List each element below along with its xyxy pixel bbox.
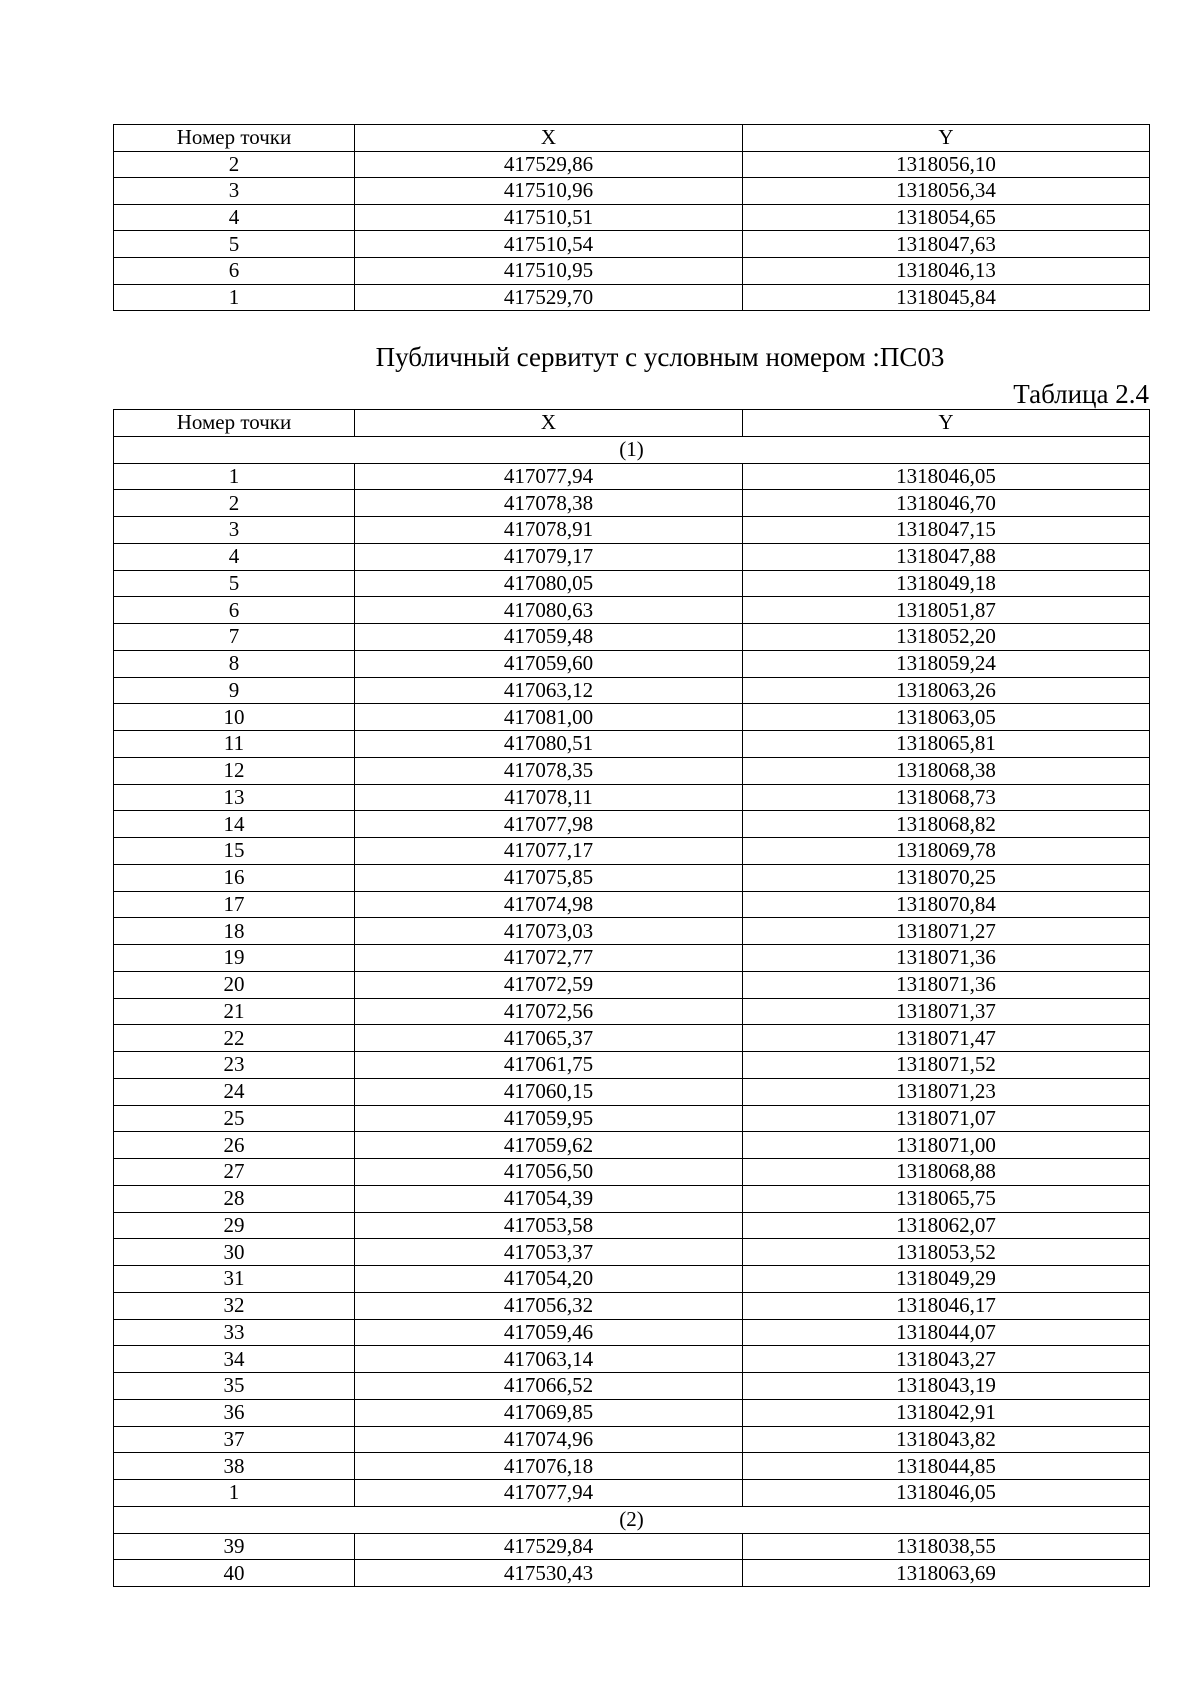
x-coordinate-cell: 417080,05 [355, 570, 743, 597]
y-coordinate-cell: 1318049,29 [743, 1266, 1150, 1293]
table-row [114, 1239, 1150, 1266]
y-coordinate-cell: 1318071,47 [743, 1025, 1150, 1052]
y-coordinate-cell: 1318068,73 [743, 784, 1150, 811]
point-number-cell: 9 [114, 677, 355, 704]
point-number-cell: 33 [114, 1319, 355, 1346]
x-coordinate-cell: 417065,37 [355, 1025, 743, 1052]
y-coordinate-cell: 1318071,36 [743, 945, 1150, 972]
table-row [114, 570, 1150, 597]
y-coordinate-cell: 1318043,82 [743, 1426, 1150, 1453]
point-number-cell: 26 [114, 1132, 355, 1159]
table-row [114, 1426, 1150, 1453]
table-row [114, 463, 1150, 490]
header-y: Y [743, 410, 1150, 437]
table-row [114, 1453, 1150, 1480]
x-coordinate-cell: 417080,63 [355, 597, 743, 624]
point-number-cell: 5 [114, 570, 355, 597]
point-number-cell: 5 [114, 231, 355, 258]
point-number-cell: 35 [114, 1373, 355, 1400]
table-row [114, 971, 1150, 998]
table-row [114, 1533, 1150, 1560]
table-row [114, 1105, 1150, 1132]
x-coordinate-cell: 417074,98 [355, 891, 743, 918]
y-coordinate-cell: 1318071,36 [743, 971, 1150, 998]
section-title: Публичный сервитут с условным номером :ПС03 [375, 342, 945, 372]
section-row [114, 1506, 1150, 1533]
y-coordinate-cell: 1318071,37 [743, 998, 1150, 1025]
table-row [114, 677, 1150, 704]
x-coordinate-cell: 417529,86 [355, 151, 743, 178]
point-number-cell: 10 [114, 704, 355, 731]
x-coordinate-cell: 417054,20 [355, 1266, 743, 1293]
table-row [114, 517, 1150, 544]
x-coordinate-cell: 417053,37 [355, 1239, 743, 1266]
point-number-cell: 39 [114, 1533, 355, 1560]
y-coordinate-cell: 1318071,00 [743, 1132, 1150, 1159]
y-coordinate-cell: 1318047,15 [743, 517, 1150, 544]
y-coordinate-cell: 1318069,78 [743, 838, 1150, 865]
table-row [114, 1266, 1150, 1293]
table-row [114, 838, 1150, 865]
point-number-cell: 1 [114, 284, 355, 311]
point-number-cell: 2 [114, 490, 355, 517]
y-coordinate-cell: 1318071,52 [743, 1052, 1150, 1079]
table-row [114, 1159, 1150, 1186]
header-x: X [355, 125, 743, 152]
section-label: (2) [114, 1506, 1150, 1533]
x-coordinate-cell: 417078,91 [355, 517, 743, 544]
point-number-cell: 20 [114, 971, 355, 998]
point-number-cell: 1 [114, 1480, 355, 1507]
y-coordinate-cell: 1318065,75 [743, 1185, 1150, 1212]
table-row [114, 1346, 1150, 1373]
table-row [114, 178, 1150, 205]
table-row [114, 998, 1150, 1025]
y-coordinate-cell: 1318071,07 [743, 1105, 1150, 1132]
y-coordinate-cell: 1318043,19 [743, 1373, 1150, 1400]
point-number-cell: 24 [114, 1078, 355, 1105]
table-row [114, 1052, 1150, 1079]
header-row [114, 410, 1150, 437]
y-coordinate-cell: 1318068,38 [743, 757, 1150, 784]
x-coordinate-cell: 417080,51 [355, 731, 743, 758]
table-row [114, 1212, 1150, 1239]
table-row [114, 543, 1150, 570]
point-number-cell: 40 [114, 1560, 355, 1587]
x-coordinate-cell: 417056,50 [355, 1159, 743, 1186]
table-row [114, 731, 1150, 758]
point-number-cell: 3 [114, 517, 355, 544]
table-row [114, 204, 1150, 231]
point-number-cell: 36 [114, 1399, 355, 1426]
point-number-cell: 16 [114, 864, 355, 891]
point-number-cell: 4 [114, 204, 355, 231]
x-coordinate-cell: 417069,85 [355, 1399, 743, 1426]
y-coordinate-cell: 1318056,34 [743, 178, 1150, 205]
point-number-cell: 14 [114, 811, 355, 838]
section-label: (1) [114, 436, 1150, 463]
point-number-cell: 2 [114, 151, 355, 178]
table-row [114, 231, 1150, 258]
point-number-cell: 37 [114, 1426, 355, 1453]
y-coordinate-cell: 1318049,18 [743, 570, 1150, 597]
y-coordinate-cell: 1318044,85 [743, 1453, 1150, 1480]
x-coordinate-cell: 417059,60 [355, 650, 743, 677]
y-coordinate-cell: 1318063,69 [743, 1560, 1150, 1587]
point-number-cell: 22 [114, 1025, 355, 1052]
y-coordinate-cell: 1318046,05 [743, 463, 1150, 490]
y-coordinate-cell: 1318047,88 [743, 543, 1150, 570]
x-coordinate-cell: 417072,56 [355, 998, 743, 1025]
x-coordinate-cell: 417077,17 [355, 838, 743, 865]
y-coordinate-cell: 1318054,65 [743, 204, 1150, 231]
y-coordinate-cell: 1318043,27 [743, 1346, 1150, 1373]
x-coordinate-cell: 417076,18 [355, 1453, 743, 1480]
table-row [114, 284, 1150, 311]
y-coordinate-cell: 1318063,26 [743, 677, 1150, 704]
y-coordinate-cell: 1318068,88 [743, 1159, 1150, 1186]
table-row [114, 811, 1150, 838]
point-number-cell: 12 [114, 757, 355, 784]
table-row [114, 1560, 1150, 1587]
x-coordinate-cell: 417060,15 [355, 1078, 743, 1105]
point-number-cell: 3 [114, 178, 355, 205]
y-coordinate-cell: 1318071,27 [743, 918, 1150, 945]
point-number-cell: 34 [114, 1346, 355, 1373]
table-row [114, 650, 1150, 677]
x-coordinate-cell: 417510,51 [355, 204, 743, 231]
table-row [114, 624, 1150, 651]
x-coordinate-cell: 417074,96 [355, 1426, 743, 1453]
x-coordinate-cell: 417059,46 [355, 1319, 743, 1346]
header-point-number: Номер точки [114, 410, 355, 437]
table-row [114, 945, 1150, 972]
table-row [114, 1480, 1150, 1507]
y-coordinate-cell: 1318063,05 [743, 704, 1150, 731]
table-row [114, 1025, 1150, 1052]
table-row [114, 918, 1150, 945]
x-coordinate-cell: 417530,43 [355, 1560, 743, 1587]
point-number-cell: 15 [114, 838, 355, 865]
point-number-cell: 7 [114, 624, 355, 651]
table-row [114, 1319, 1150, 1346]
y-coordinate-cell: 1318068,82 [743, 811, 1150, 838]
y-coordinate-cell: 1318056,10 [743, 151, 1150, 178]
point-number-cell: 27 [114, 1159, 355, 1186]
point-number-cell: 19 [114, 945, 355, 972]
x-coordinate-cell: 417078,38 [355, 490, 743, 517]
table-row [114, 1373, 1150, 1400]
x-coordinate-cell: 417510,96 [355, 178, 743, 205]
table-label: Таблица 2.4 [1013, 379, 1149, 409]
y-coordinate-cell: 1318071,23 [743, 1078, 1150, 1105]
x-coordinate-cell: 417073,03 [355, 918, 743, 945]
section-row [114, 436, 1150, 463]
y-coordinate-cell: 1318046,70 [743, 490, 1150, 517]
table-row [114, 1185, 1150, 1212]
point-number-cell: 21 [114, 998, 355, 1025]
x-coordinate-cell: 417079,17 [355, 543, 743, 570]
x-coordinate-cell: 417077,98 [355, 811, 743, 838]
header-y: Y [743, 125, 1150, 152]
x-coordinate-cell: 417510,95 [355, 257, 743, 284]
x-coordinate-cell: 417056,32 [355, 1292, 743, 1319]
table-row [114, 784, 1150, 811]
header-row [114, 125, 1150, 152]
point-number-cell: 38 [114, 1453, 355, 1480]
x-coordinate-cell: 417054,39 [355, 1185, 743, 1212]
y-coordinate-cell: 1318046,05 [743, 1480, 1150, 1507]
y-coordinate-cell: 1318070,84 [743, 891, 1150, 918]
table-row [114, 757, 1150, 784]
x-coordinate-cell: 417078,35 [355, 757, 743, 784]
table-row [114, 891, 1150, 918]
y-coordinate-cell: 1318046,13 [743, 257, 1150, 284]
point-number-cell: 29 [114, 1212, 355, 1239]
coordinates-table-continued [113, 124, 1150, 311]
x-coordinate-cell: 417081,00 [355, 704, 743, 731]
x-coordinate-cell: 417061,75 [355, 1052, 743, 1079]
table-row [114, 597, 1150, 624]
y-coordinate-cell: 1318062,07 [743, 1212, 1150, 1239]
point-number-cell: 1 [114, 463, 355, 490]
y-coordinate-cell: 1318051,87 [743, 597, 1150, 624]
point-number-cell: 23 [114, 1052, 355, 1079]
point-number-cell: 17 [114, 891, 355, 918]
x-coordinate-cell: 417078,11 [355, 784, 743, 811]
x-coordinate-cell: 417072,59 [355, 971, 743, 998]
x-coordinate-cell: 417510,54 [355, 231, 743, 258]
table-row [114, 704, 1150, 731]
y-coordinate-cell: 1318047,63 [743, 231, 1150, 258]
x-coordinate-cell: 417063,14 [355, 1346, 743, 1373]
x-coordinate-cell: 417077,94 [355, 463, 743, 490]
y-coordinate-cell: 1318044,07 [743, 1319, 1150, 1346]
x-coordinate-cell: 417075,85 [355, 864, 743, 891]
y-coordinate-cell: 1318042,91 [743, 1399, 1150, 1426]
table-row [114, 1399, 1150, 1426]
point-number-cell: 32 [114, 1292, 355, 1319]
point-number-cell: 6 [114, 597, 355, 624]
y-coordinate-cell: 1318070,25 [743, 864, 1150, 891]
point-number-cell: 25 [114, 1105, 355, 1132]
x-coordinate-cell: 417529,84 [355, 1533, 743, 1560]
point-number-cell: 18 [114, 918, 355, 945]
point-number-cell: 8 [114, 650, 355, 677]
y-coordinate-cell: 1318045,84 [743, 284, 1150, 311]
y-coordinate-cell: 1318053,52 [743, 1239, 1150, 1266]
table-row [114, 1132, 1150, 1159]
table-row [114, 864, 1150, 891]
x-coordinate-cell: 417063,12 [355, 677, 743, 704]
header-x: X [355, 410, 743, 437]
header-point-number: Номер точки [114, 125, 355, 152]
y-coordinate-cell: 1318052,20 [743, 624, 1150, 651]
point-number-cell: 13 [114, 784, 355, 811]
y-coordinate-cell: 1318038,55 [743, 1533, 1150, 1560]
table-row [114, 257, 1150, 284]
y-coordinate-cell: 1318046,17 [743, 1292, 1150, 1319]
point-number-cell: 30 [114, 1239, 355, 1266]
x-coordinate-cell: 417529,70 [355, 284, 743, 311]
x-coordinate-cell: 417059,48 [355, 624, 743, 651]
table-row [114, 1292, 1150, 1319]
x-coordinate-cell: 417072,77 [355, 945, 743, 972]
table-row [114, 490, 1150, 517]
y-coordinate-cell: 1318059,24 [743, 650, 1150, 677]
point-number-cell: 31 [114, 1266, 355, 1293]
x-coordinate-cell: 417066,52 [355, 1373, 743, 1400]
x-coordinate-cell: 417059,95 [355, 1105, 743, 1132]
x-coordinate-cell: 417053,58 [355, 1212, 743, 1239]
coordinates-table-ps03 [113, 409, 1150, 1587]
point-number-cell: 6 [114, 257, 355, 284]
table-row [114, 1078, 1150, 1105]
point-number-cell: 4 [114, 543, 355, 570]
point-number-cell: 28 [114, 1185, 355, 1212]
x-coordinate-cell: 417059,62 [355, 1132, 743, 1159]
point-number-cell: 11 [114, 731, 355, 758]
x-coordinate-cell: 417077,94 [355, 1480, 743, 1507]
y-coordinate-cell: 1318065,81 [743, 731, 1150, 758]
table-row [114, 151, 1150, 178]
